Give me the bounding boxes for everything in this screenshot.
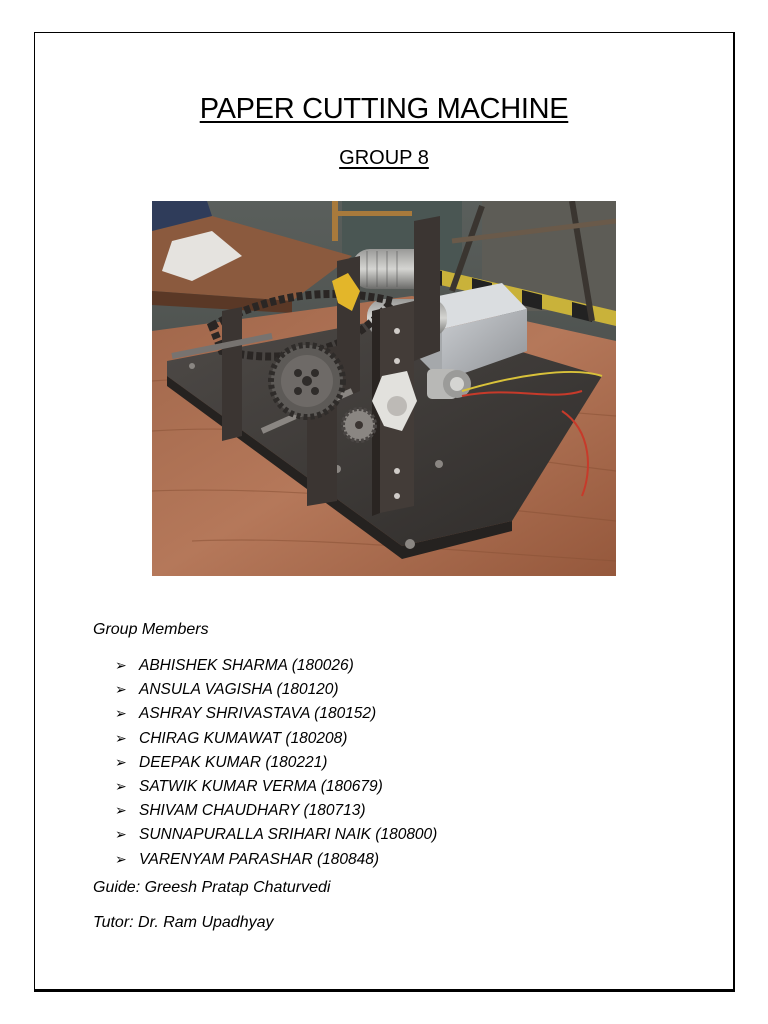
list-item: ➢ ABHISHEK SHARMA (180026) — [115, 653, 437, 677]
arrow-bullet-icon: ➢ — [115, 729, 127, 746]
arrow-bullet-icon: ➢ — [115, 777, 127, 794]
machine-photo — [152, 201, 616, 576]
group-subtitle: GROUP 8 — [339, 147, 429, 169]
group-members-heading: Group Members — [93, 621, 209, 638]
list-item: ➢ DEEPAK KUMAR (180221) — [115, 750, 437, 774]
list-item: ➢ SUNNAPURALLA SRIHARI NAIK (180800) — [115, 822, 437, 846]
list-item: ➢ SHIVAM CHAUDHARY (180713) — [115, 798, 437, 822]
arrow-bullet-icon: ➢ — [115, 681, 127, 698]
arrow-bullet-icon: ➢ — [115, 826, 127, 843]
list-item: ➢ ANSULA VAGISHA (180120) — [115, 677, 437, 701]
tutor-line: Tutor: Dr. Ram Upadhyay — [93, 914, 274, 931]
list-item: ➢ SATWIK KUMAR VERMA (180679) — [115, 774, 437, 798]
arrow-bullet-icon: ➢ — [115, 850, 127, 867]
document-title: PAPER CUTTING MACHINE — [199, 93, 569, 125]
document-page — [34, 32, 735, 992]
arrow-bullet-icon: ➢ — [115, 753, 127, 770]
member-list — [115, 653, 437, 871]
arrow-bullet-icon: ➢ — [115, 657, 127, 673]
guide-line: Guide: Greesh Pratap Chaturvedi — [93, 879, 331, 896]
list-item: ➢ VARENYAM PARASHAR (180848) — [115, 847, 437, 871]
list-item: ➢ CHIRAG KUMAWAT (180208) — [115, 726, 437, 750]
arrow-bullet-icon: ➢ — [115, 802, 127, 819]
arrow-bullet-icon: ➢ — [115, 705, 127, 722]
list-item: ➢ ASHRAY SHRIVASTAVA (180152) — [115, 701, 437, 725]
